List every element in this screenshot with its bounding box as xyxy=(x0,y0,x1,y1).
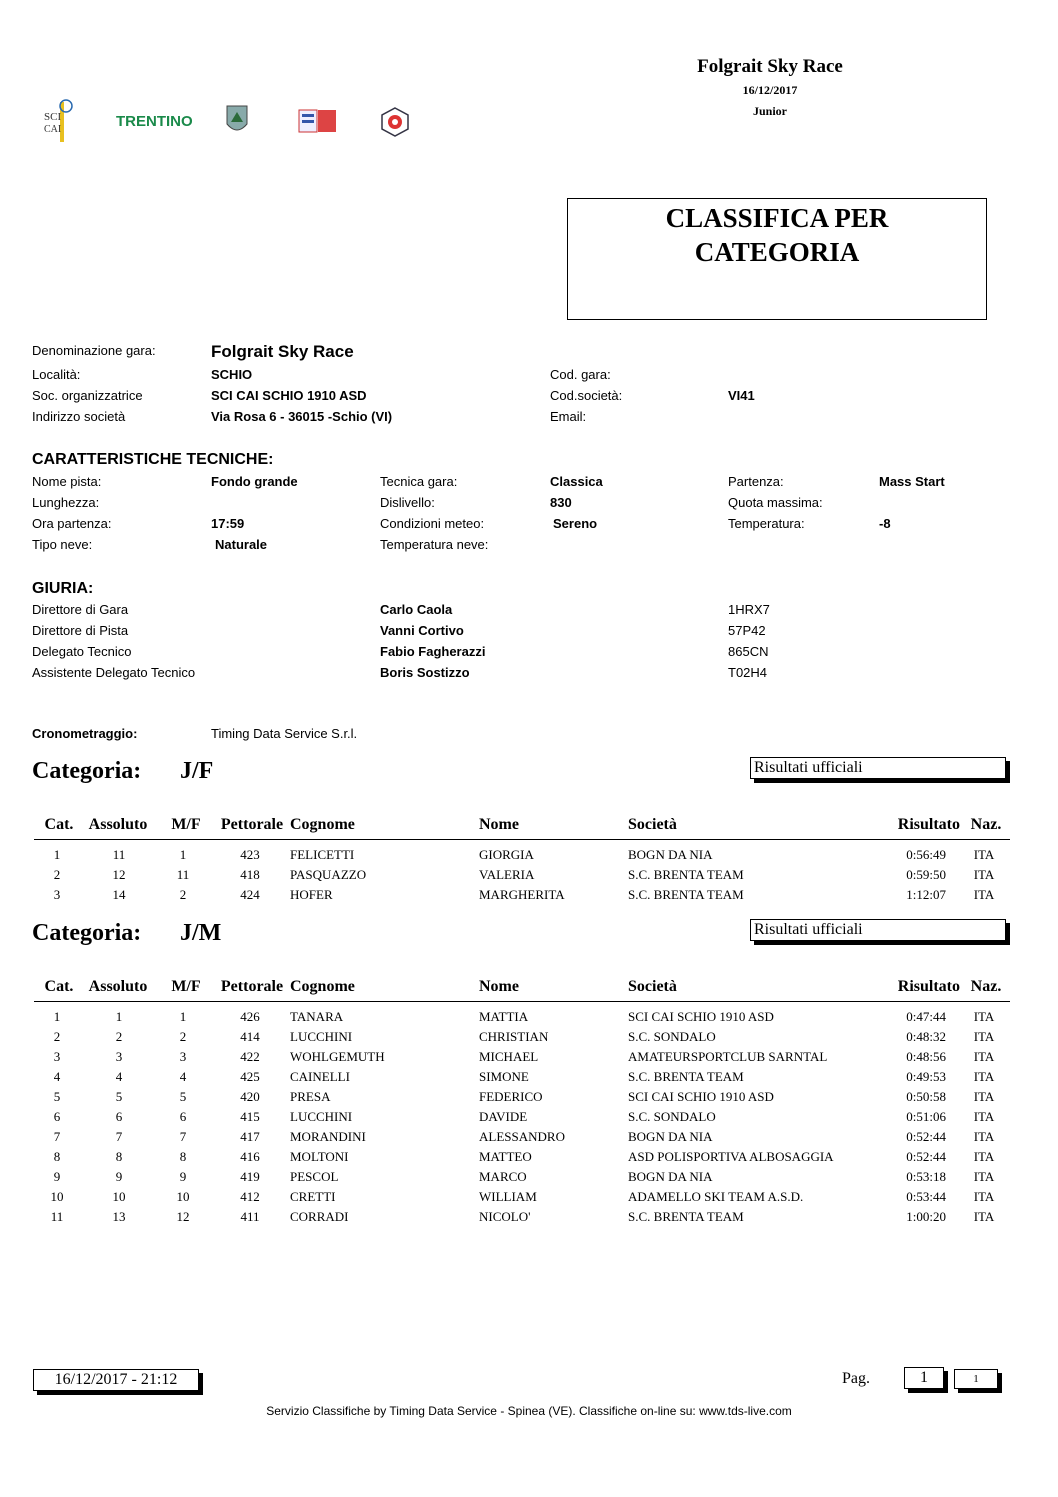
cell-risultato: 0:49:53 xyxy=(906,1069,946,1084)
cell-risultato: 0:52:44 xyxy=(906,1149,946,1164)
jury-code: T02H4 xyxy=(728,665,768,680)
cell-mf: 3 xyxy=(179,1049,187,1064)
column-header-risultato: Risultato xyxy=(897,816,960,833)
cell-naz: ITA xyxy=(973,1089,995,1104)
cell-mf: 4 xyxy=(179,1069,187,1084)
trentino-logo xyxy=(114,108,193,134)
label-cod-gara: Cod. gara: xyxy=(550,367,611,382)
cell-cognome: CRETTI xyxy=(290,1189,336,1204)
label-soc: Soc. organizzatrice xyxy=(32,388,143,403)
cell-societa: S.C. SONDALO xyxy=(628,1109,716,1124)
service-footer: Servizio Classifiche by Timing Data Service - Spinea (VE). Classifiche on-line su: www.tds-live.com xyxy=(266,1404,792,1418)
cell-societa: SCI CAI SCHIO 1910 ASD xyxy=(628,1089,774,1104)
technical-label: Lunghezza: xyxy=(32,495,100,510)
label-localita: Località: xyxy=(32,367,81,382)
page-number: 1 xyxy=(904,1367,944,1389)
cell-nome: ALESSANDRO xyxy=(479,1129,565,1144)
cell-cat: 5 xyxy=(53,1089,61,1104)
technical-label: Quota massima: xyxy=(728,495,823,510)
cell-risultato: 0:53:18 xyxy=(906,1169,946,1184)
cell-societa: BOGN DA NIA xyxy=(628,1169,713,1184)
cell-cognome: CORRADI xyxy=(290,1209,349,1224)
cell-cat: 1 xyxy=(53,847,61,862)
cell-naz: ITA xyxy=(973,1209,995,1224)
column-header-risultato: Risultato xyxy=(897,978,960,995)
jury-heading: GIURIA: xyxy=(32,580,94,597)
official-results-badge: Risultati ufficiali xyxy=(750,919,1006,941)
cell-cat: 4 xyxy=(53,1069,61,1084)
jury-code: 865CN xyxy=(728,644,769,659)
cell-cognome: TANARA xyxy=(290,1009,344,1024)
table-row xyxy=(0,885,1058,905)
cell-assoluto: 8 xyxy=(115,1149,123,1164)
column-header-nome: Nome xyxy=(479,978,519,995)
cell-naz: ITA xyxy=(973,1009,995,1024)
cell-naz: ITA xyxy=(973,1029,995,1044)
cell-societa: S.C. SONDALO xyxy=(628,1029,716,1044)
cell-societa: AMATEURSPORTCLUB SARNTAL xyxy=(628,1049,828,1064)
cell-cat: 7 xyxy=(53,1129,61,1144)
cell-cognome: LUCCHINI xyxy=(290,1109,353,1124)
cell-cat: 2 xyxy=(53,867,61,882)
cell-pettorale: 424 xyxy=(240,887,260,902)
technical-label: Temperatura: xyxy=(728,516,805,531)
cell-nome: GIORGIA xyxy=(479,847,534,862)
technical-label: Condizioni meteo: xyxy=(380,516,485,531)
cell-mf: 2 xyxy=(179,1029,187,1044)
cell-societa: S.C. BRENTA TEAM xyxy=(628,1069,744,1084)
label-cod-soc: Cod.società: xyxy=(550,388,623,403)
cell-risultato: 1:12:07 xyxy=(906,887,946,902)
column-header-cat: Cat. xyxy=(44,978,74,995)
cell-mf: 7 xyxy=(179,1129,187,1144)
column-header-pettorale: Pettorale xyxy=(220,816,284,833)
jury-role: Assistente Delegato Tecnico xyxy=(32,665,196,680)
timing-value: Timing Data Service S.r.l. xyxy=(211,726,358,741)
table-row xyxy=(0,1087,1058,1107)
cell-societa: S.C. BRENTA TEAM xyxy=(628,887,744,902)
cell-naz: ITA xyxy=(973,1109,995,1124)
fisi-logo xyxy=(380,106,410,138)
cell-naz: ITA xyxy=(973,1049,995,1064)
technical-heading: CARATTERISTICHE TECNICHE: xyxy=(32,451,274,468)
column-header-cognome: Cognome xyxy=(290,978,355,995)
cell-cat: 3 xyxy=(53,1049,61,1064)
technical-label: Dislivello: xyxy=(380,495,435,510)
table-row xyxy=(0,1147,1058,1167)
table-row xyxy=(0,1187,1058,1207)
cell-mf: 2 xyxy=(179,887,187,902)
page-total: 1 xyxy=(954,1369,998,1389)
svg-text:TRENTINO: TRENTINO xyxy=(116,113,193,130)
technical-value: Mass Start xyxy=(879,474,945,489)
cell-risultato: 0:56:49 xyxy=(906,847,946,862)
cell-pettorale: 419 xyxy=(240,1169,260,1184)
label-denominazione: Denominazione gara: xyxy=(32,343,156,358)
column-header-pettorale: Pettorale xyxy=(220,978,284,995)
federation-logo xyxy=(298,106,338,134)
cell-pettorale: 415 xyxy=(240,1109,260,1124)
cell-societa: ADAMELLO SKI TEAM A.S.D. xyxy=(628,1189,804,1204)
cell-societa: ASD POLISPORTIVA ALBOSAGGIA xyxy=(628,1149,834,1164)
cell-cognome: MORANDINI xyxy=(290,1129,366,1144)
column-header-societa: Società xyxy=(628,816,677,833)
cell-nome: DAVIDE xyxy=(479,1109,528,1124)
column-header-naz: Naz. xyxy=(970,978,1002,995)
table-header-rule xyxy=(34,839,1010,840)
cell-assoluto: 11 xyxy=(112,847,126,862)
technical-label: Tipo neve: xyxy=(32,537,93,552)
cell-assoluto: 14 xyxy=(112,887,126,902)
table-row xyxy=(0,1207,1058,1227)
label-email: Email: xyxy=(550,409,587,424)
cell-mf: 1 xyxy=(179,1009,187,1024)
table-row xyxy=(0,1127,1058,1147)
category-label: Categoria: xyxy=(32,758,142,784)
cell-risultato: 0:48:56 xyxy=(906,1049,946,1064)
cell-assoluto: 7 xyxy=(115,1129,123,1144)
cell-mf: 1 xyxy=(179,847,187,862)
technical-label: Ora partenza: xyxy=(32,516,112,531)
cell-risultato: 0:51:06 xyxy=(906,1109,946,1124)
cell-naz: ITA xyxy=(973,1129,995,1144)
cell-mf: 5 xyxy=(179,1089,187,1104)
cell-cognome: WOHLGEMUTH xyxy=(290,1049,385,1064)
cell-risultato: 0:52:44 xyxy=(906,1129,946,1144)
race-title: Folgrait Sky Race xyxy=(697,56,843,77)
jury-role: Direttore di Gara xyxy=(32,602,129,617)
sponsor-logos xyxy=(42,98,422,146)
technical-value: -8 xyxy=(879,516,891,531)
classification-title-line-1: CLASSIFICA PER xyxy=(665,203,889,233)
table-row xyxy=(0,1167,1058,1187)
cell-societa: S.C. BRENTA TEAM xyxy=(628,867,744,882)
cell-pettorale: 423 xyxy=(240,847,260,862)
cell-assoluto: 13 xyxy=(112,1209,126,1224)
cell-assoluto: 10 xyxy=(112,1189,126,1204)
municipal-crest-logo xyxy=(224,102,250,138)
cell-societa: S.C. BRENTA TEAM xyxy=(628,1209,744,1224)
cell-risultato: 0:47:44 xyxy=(906,1009,946,1024)
technical-value: 830 xyxy=(550,495,572,510)
technical-value: Naturale xyxy=(215,537,268,552)
cell-nome: FEDERICO xyxy=(479,1089,543,1104)
technical-value: 17:59 xyxy=(211,516,245,531)
cell-nome: NICOLO' xyxy=(479,1209,531,1224)
jury-name: Fabio Fagherazzi xyxy=(380,644,486,659)
technical-label: Nome pista: xyxy=(32,474,102,489)
cell-risultato: 0:53:44 xyxy=(906,1189,946,1204)
table-row xyxy=(0,1007,1058,1027)
cell-nome: MATTEO xyxy=(479,1149,532,1164)
cell-pettorale: 425 xyxy=(240,1069,260,1084)
table-header-rule xyxy=(34,1001,1010,1002)
column-header-cat: Cat. xyxy=(44,816,74,833)
race-category: Junior xyxy=(752,104,787,118)
cell-cat: 10 xyxy=(50,1189,64,1204)
jury-role: Direttore di Pista xyxy=(32,623,129,638)
table-row xyxy=(0,1067,1058,1087)
cell-assoluto: 4 xyxy=(115,1069,123,1084)
column-header-mf: M/F xyxy=(171,978,201,995)
cell-pettorale: 416 xyxy=(240,1149,260,1164)
cell-pettorale: 422 xyxy=(240,1049,260,1064)
table-row xyxy=(0,1027,1058,1047)
table-row xyxy=(0,1047,1058,1067)
value-indirizzo: Via Rosa 6 - 36015 -Schio (VI) xyxy=(211,409,393,424)
cell-risultato: 1:00:20 xyxy=(906,1209,946,1224)
cell-nome: MARGHERITA xyxy=(479,887,565,902)
classification-title-box xyxy=(567,198,987,320)
cell-cognome: PESCOL xyxy=(290,1169,339,1184)
svg-text:CAI: CAI xyxy=(44,124,62,135)
cell-cognome: PASQUAZZO xyxy=(290,867,367,882)
cell-mf: 12 xyxy=(176,1209,190,1224)
jury-name: Boris Sostizzo xyxy=(380,665,470,680)
cell-naz: ITA xyxy=(973,1169,995,1184)
race-date: 16/12/2017 xyxy=(742,83,798,97)
column-header-assoluto: Assoluto xyxy=(88,978,148,995)
jury-code: 1HRX7 xyxy=(728,602,770,617)
cell-nome: SIMONE xyxy=(479,1069,529,1084)
cell-pettorale: 411 xyxy=(240,1209,260,1224)
cell-nome: CHRISTIAN xyxy=(479,1029,549,1044)
cell-cat: 1 xyxy=(53,1009,61,1024)
cell-naz: ITA xyxy=(973,1149,995,1164)
column-header-nome: Nome xyxy=(479,816,519,833)
cell-naz: ITA xyxy=(973,1069,995,1084)
cell-cognome: LUCCHINI xyxy=(290,1029,353,1044)
cell-assoluto: 2 xyxy=(115,1029,123,1044)
cell-pettorale: 417 xyxy=(240,1129,260,1144)
cell-mf: 10 xyxy=(176,1189,190,1204)
technical-value: Fondo grande xyxy=(211,474,298,489)
column-header-cognome: Cognome xyxy=(290,816,355,833)
cell-cat: 9 xyxy=(53,1169,61,1184)
value-denominazione: Folgrait Sky Race xyxy=(211,342,354,361)
official-results-badge: Risultati ufficiali xyxy=(750,757,1006,779)
cell-cat: 11 xyxy=(50,1209,64,1224)
cell-assoluto: 1 xyxy=(115,1009,123,1024)
table-row xyxy=(0,845,1058,865)
cell-nome: MATTIA xyxy=(479,1009,529,1024)
cell-naz: ITA xyxy=(973,867,995,882)
cell-nome: WILLIAM xyxy=(479,1189,537,1204)
cell-mf: 9 xyxy=(179,1169,187,1184)
cell-risultato: 0:48:32 xyxy=(906,1029,946,1044)
cell-nome: VALERIA xyxy=(479,867,535,882)
cell-assoluto: 12 xyxy=(112,867,126,882)
technical-value: Sereno xyxy=(553,516,598,531)
cell-cognome: CAINELLI xyxy=(290,1069,350,1084)
cell-pettorale: 420 xyxy=(240,1089,260,1104)
cell-cognome: HOFER xyxy=(290,887,333,902)
cell-societa: SCI CAI SCHIO 1910 ASD xyxy=(628,1009,774,1024)
technical-label: Temperatura neve: xyxy=(380,537,489,552)
cell-naz: ITA xyxy=(973,1189,995,1204)
cell-risultato: 0:50:58 xyxy=(906,1089,946,1104)
cell-cognome: FELICETTI xyxy=(290,847,355,862)
cell-mf: 11 xyxy=(176,867,190,882)
jury-code: 57P42 xyxy=(728,623,766,638)
jury-role: Delegato Tecnico xyxy=(32,644,132,659)
cell-naz: ITA xyxy=(973,847,995,862)
cell-cat: 6 xyxy=(53,1109,61,1124)
cell-societa: BOGN DA NIA xyxy=(628,1129,713,1144)
cell-naz: ITA xyxy=(973,887,995,902)
classification-title-line-2: CATEGORIA xyxy=(694,237,860,267)
cell-mf: 6 xyxy=(179,1109,187,1124)
category-code: J/M xyxy=(180,920,222,946)
column-header-naz: Naz. xyxy=(970,816,1002,833)
cell-assoluto: 6 xyxy=(115,1109,123,1124)
column-header-mf: M/F xyxy=(171,816,201,833)
cell-pettorale: 426 xyxy=(240,1009,260,1024)
page-label: Pag. xyxy=(842,1370,870,1387)
cell-pettorale: 414 xyxy=(240,1029,260,1044)
technical-label: Tecnica gara: xyxy=(380,474,458,489)
timing-label: Cronometraggio: xyxy=(32,726,138,741)
technical-value: Classica xyxy=(550,474,603,489)
svg-text:SCI: SCI xyxy=(44,111,62,123)
cell-risultato: 0:59:50 xyxy=(906,867,946,882)
jury-name: Vanni Cortivo xyxy=(380,623,464,638)
cell-assoluto: 5 xyxy=(115,1089,123,1104)
print-timestamp: 16/12/2017 - 21:12 xyxy=(33,1369,199,1391)
cell-cat: 3 xyxy=(53,887,61,902)
technical-label: Partenza: xyxy=(728,474,784,489)
cell-pettorale: 412 xyxy=(240,1189,260,1204)
cell-nome: MARCO xyxy=(479,1169,527,1184)
cell-pettorale: 418 xyxy=(240,867,260,882)
cell-societa: BOGN DA NIA xyxy=(628,847,713,862)
table-row xyxy=(0,1107,1058,1127)
cell-assoluto: 3 xyxy=(115,1049,123,1064)
category-label: Categoria: xyxy=(32,920,142,946)
value-soc: SCI CAI SCHIO 1910 ASD xyxy=(211,388,367,403)
sci-cai-schio-logo xyxy=(42,98,72,144)
cell-cognome: PRESA xyxy=(290,1089,331,1104)
value-localita: SCHIO xyxy=(211,367,253,382)
cell-assoluto: 9 xyxy=(115,1169,123,1184)
column-header-societa: Società xyxy=(628,978,677,995)
cell-cat: 2 xyxy=(53,1029,61,1044)
cell-nome: MICHAEL xyxy=(479,1049,539,1064)
cell-cat: 8 xyxy=(53,1149,61,1164)
cell-cognome: MOLTONI xyxy=(290,1149,349,1164)
cell-mf: 8 xyxy=(179,1149,187,1164)
jury-name: Carlo Caola xyxy=(380,602,453,617)
category-code: J/F xyxy=(180,758,214,784)
label-indirizzo: Indirizzo società xyxy=(32,409,126,424)
value-cod-soc: VI41 xyxy=(728,388,755,403)
table-row xyxy=(0,865,1058,885)
column-header-assoluto: Assoluto xyxy=(88,816,148,833)
